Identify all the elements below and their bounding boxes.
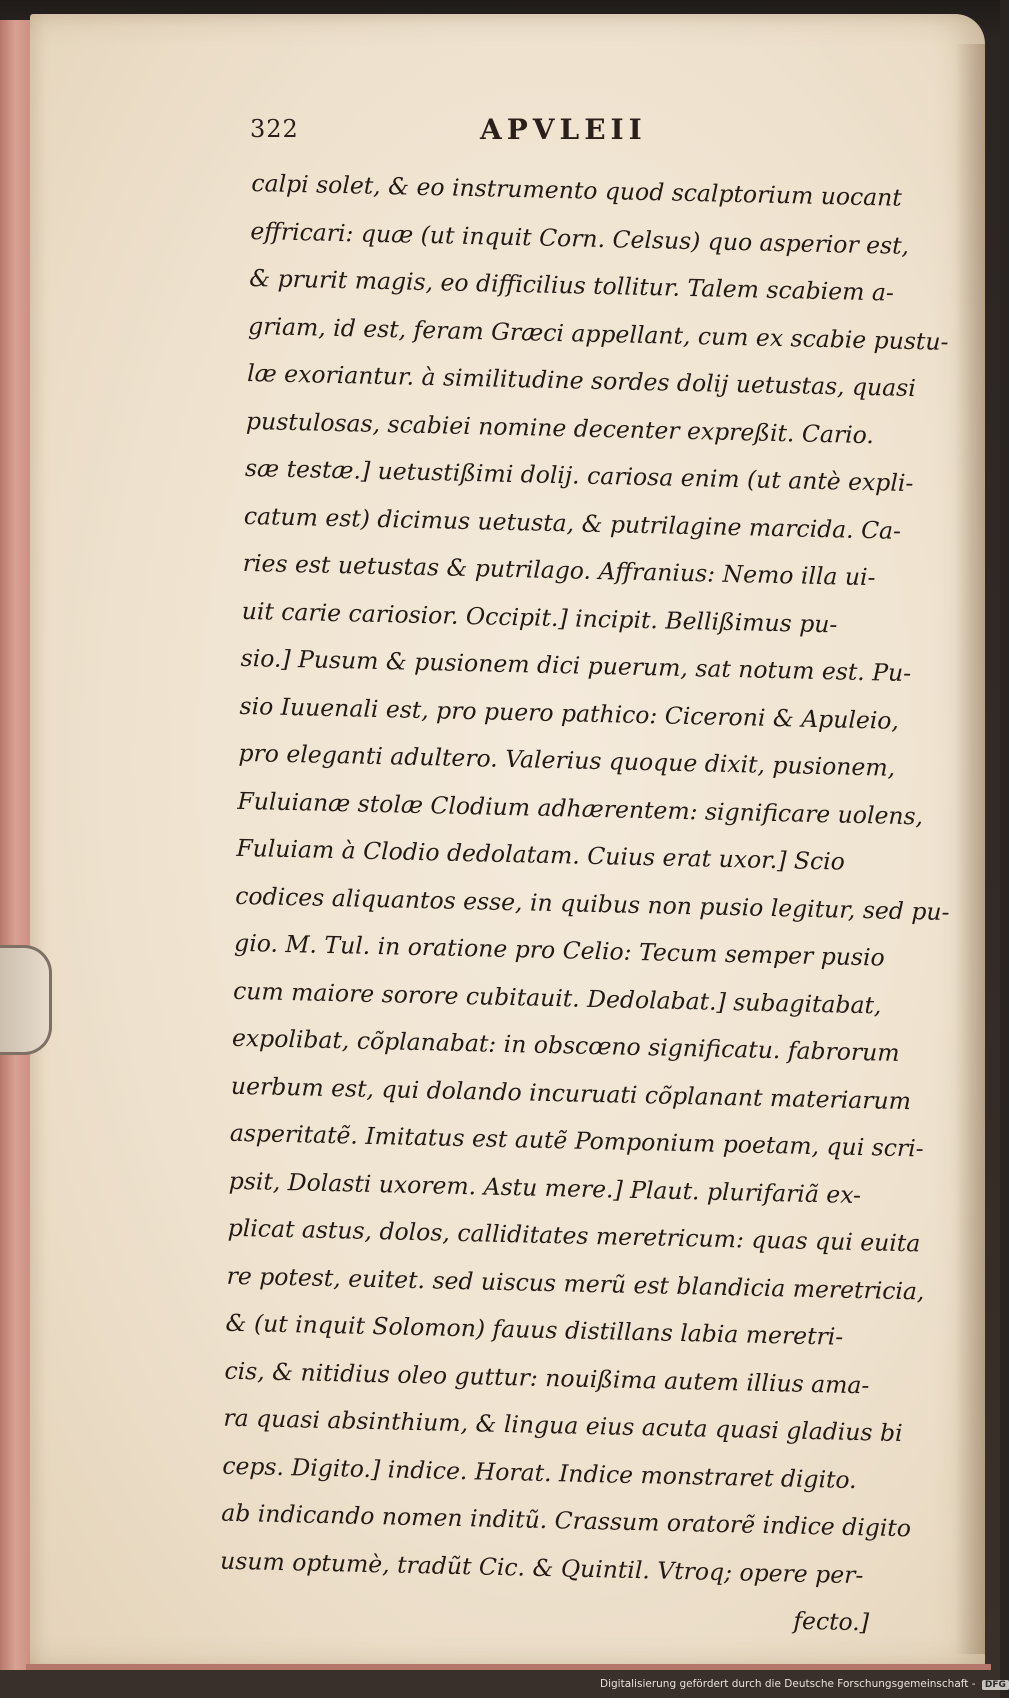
- text-block: [219, 160, 950, 1648]
- text-line: Fuluiam à Clodio dedolatam. Cuius erat uxor.] Scio: [236, 833, 846, 876]
- text-line: re potest, euitet. sed uiscus merũ est blandicia meretricia,: [226, 1261, 925, 1306]
- page-curl-shadow: [955, 44, 985, 1654]
- text-line: & prurit magis, eo difficilius tollitur. Talem scabiem a-: [249, 263, 895, 307]
- text-line-catchword: fecto.]: [793, 1606, 870, 1637]
- text-line: calpi solet, & eo instrumento quod scalptorium uocant: [251, 168, 903, 212]
- text-line: ra quasi absinthium, & lingua eius acuta quasi gladius bi: [223, 1403, 903, 1448]
- text-line: sio.] Pusum & pusionem dici puerum, sat notum est. Pu-: [240, 643, 912, 688]
- text-line: gio. M. Tul. in oratione pro Celio: Tecum semper pusio: [233, 928, 885, 972]
- page-number: 322: [250, 115, 299, 143]
- text-line: læ exoriantur. à similitudine sordes dolij uetustas, quasi: [246, 358, 917, 403]
- page-header: [250, 115, 920, 155]
- text-line: uit carie cariosior. Occipit.] incipit. Bellißimus pu-: [241, 596, 838, 638]
- book-clasp: [0, 945, 52, 1055]
- text-line: asperitatẽ. Imitatus est autẽ Pomponium poetam, qui scri-: [229, 1118, 924, 1163]
- text-line: codices aliquantos esse, in quibus non pusio legitur, sed pu-: [234, 881, 950, 926]
- text-line: ceps. Digito.] indice. Horat. Indice monstraret digito.: [222, 1451, 858, 1494]
- text-line: cum maiore sorore cubitauit. Dedolabat.] subagitabat,: [232, 976, 882, 1019]
- book-bottom-edge: [26, 1664, 991, 1670]
- text-line: pustulosas, scabiei nomine decenter expreßit. Cario.: [245, 406, 875, 449]
- text-line: & (ut inquit Solomon) fauus distillans labia meretri-: [225, 1308, 844, 1351]
- text-line: Fuluianæ stolæ Clodium adhærentem: significare uolens,: [237, 786, 924, 830]
- text-line: effricari: quæ (ut inquit Corn. Celsus) quo asperior est,: [250, 216, 910, 260]
- credit-text: Digitalisierung gefördert durch die Deutsche Forschungsgemeinschaft -: [600, 1678, 976, 1690]
- text-line: plicat astus, dolos, calliditates meretricum: quas qui euita: [227, 1213, 921, 1258]
- text-line: usum optumè, tradũt Cic. & Quintil. Vtroq; opere per-: [219, 1546, 864, 1589]
- text-line: uerbum est, qui dolando incuruati cõplanant materiarum: [230, 1071, 912, 1115]
- text-line: expolibat, cõplanabat: in obscœno significatu. fabrorum: [231, 1023, 900, 1067]
- text-line: cis, & nitidius oleo guttur: nouißima autem illius ama-: [224, 1356, 870, 1399]
- text-line: sio Iuuenali est, pro puero pathico: Ciceroni & Apuleio,: [239, 691, 900, 735]
- text-line: griam, id est, feram Græci appellant, cum ex scabie pustu-: [247, 311, 949, 356]
- text-line: catum est) dicimus uetusta, & putrilagine marcida. Ca-: [243, 501, 902, 545]
- text-line: ab indicando nomen inditũ. Crassum oratorẽ indice digito: [220, 1498, 912, 1543]
- text-line: pro eleganti adultero. Valerius quoque dixit, pusionem,: [238, 738, 896, 782]
- text-line: psit, Dolasti uxorem. Astu mere.] Plaut. plurifariã ex-: [228, 1166, 862, 1209]
- digitization-credit: [600, 1678, 1006, 1696]
- text-line: ries est uetustas & putrilago. Affranius: Nemo illa ui-: [242, 548, 876, 592]
- text-line: sæ testæ.] uetustißimi dolij. cariosa enim (ut antè expli-: [244, 453, 914, 498]
- running-head: APVLEII: [480, 113, 647, 146]
- dfg-logo: DFG: [982, 1680, 1009, 1690]
